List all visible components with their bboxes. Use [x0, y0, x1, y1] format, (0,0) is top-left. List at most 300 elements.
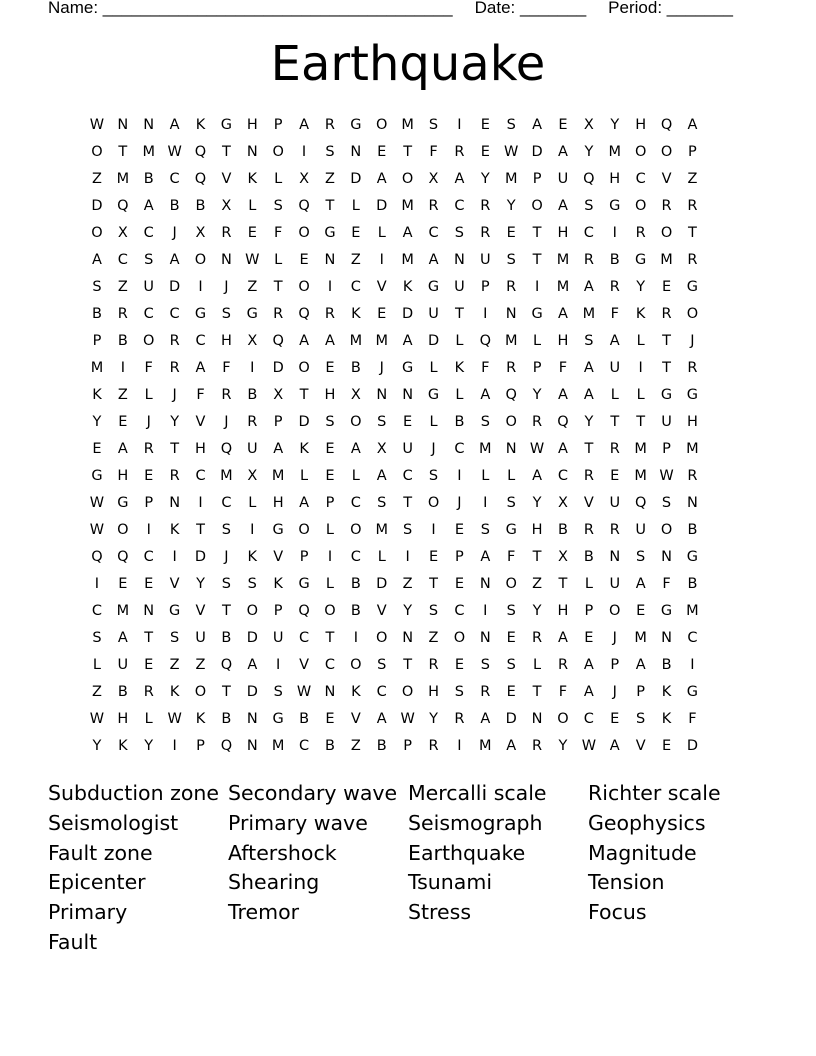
grid-letter[interactable]: N [246, 738, 258, 754]
grid-letter[interactable]: S [584, 198, 594, 214]
grid-letter[interactable]: M [401, 252, 414, 268]
grid-letter[interactable]: Y [403, 603, 413, 619]
grid-letter[interactable]: G [246, 306, 258, 322]
grid-letter[interactable]: O [350, 414, 362, 430]
grid-letter[interactable]: I [379, 252, 384, 268]
grid-letter[interactable]: E [403, 414, 413, 430]
grid-letter[interactable]: A [609, 333, 620, 349]
grid-letter[interactable]: W [659, 468, 674, 484]
grid-letter[interactable]: A [91, 252, 102, 268]
grid-letter[interactable]: O [634, 144, 647, 160]
grid-letter[interactable]: B [247, 387, 258, 403]
grid-letter[interactable]: C [143, 549, 154, 565]
grid-letter[interactable]: A [350, 441, 361, 457]
grid-letter[interactable]: M [634, 441, 647, 457]
grid-letter[interactable]: V [376, 279, 387, 295]
grid-letter[interactable]: I [353, 630, 358, 646]
grid-letter[interactable]: R [221, 387, 232, 403]
grid-letter[interactable]: I [534, 279, 540, 295]
grid-letter[interactable]: P [688, 144, 697, 160]
grid-letter[interactable]: M [375, 522, 388, 538]
grid-letter[interactable]: B [350, 576, 361, 592]
grid-letter[interactable]: E [506, 684, 516, 700]
grid-letter[interactable]: H [531, 522, 543, 538]
grid-letter[interactable]: S [480, 522, 490, 538]
grid-letter[interactable]: A [480, 387, 491, 403]
grid-letter[interactable]: X [195, 225, 206, 241]
date-field[interactable]: Date: _______ [474, 0, 587, 17]
grid-letter[interactable]: F [558, 684, 568, 700]
grid-letter[interactable]: O [376, 630, 388, 646]
grid-letter[interactable]: I [172, 738, 177, 754]
grid-letter[interactable]: A [583, 387, 594, 403]
grid-letter[interactable]: D [376, 576, 388, 592]
grid-letter[interactable]: W [504, 144, 519, 160]
grid-letter[interactable]: B [91, 306, 102, 322]
grid-letter[interactable]: Q [220, 441, 233, 457]
grid-letter[interactable]: H [324, 387, 336, 403]
grid-letter[interactable]: P [610, 657, 620, 673]
grid-letter[interactable]: A [376, 171, 387, 187]
grid-letter[interactable]: K [118, 738, 128, 754]
grid-letter[interactable]: P [325, 495, 335, 511]
grid-letter[interactable]: W [296, 684, 312, 700]
grid-letter[interactable]: N [402, 630, 414, 646]
grid-letter[interactable]: S [454, 225, 465, 241]
grid-letter[interactable]: N [376, 387, 388, 403]
grid-letter[interactable]: N [143, 117, 155, 133]
grid-letter[interactable]: O [324, 603, 336, 619]
grid-letter[interactable]: L [429, 360, 438, 376]
grid-letter[interactable]: Y [170, 414, 180, 430]
grid-letter[interactable]: Y [506, 198, 516, 214]
grid-letter[interactable]: J [690, 333, 695, 349]
grid-letter[interactable]: Q [220, 738, 233, 754]
grid-letter[interactable]: R [532, 738, 543, 754]
grid-letter[interactable]: A [532, 117, 543, 133]
grid-letter[interactable]: R [169, 468, 180, 484]
grid-letter[interactable]: M [401, 198, 414, 214]
grid-letter[interactable]: J [172, 225, 177, 241]
grid-letter[interactable]: O [350, 657, 362, 673]
grid-letter[interactable]: R [661, 198, 672, 214]
grid-letter[interactable]: O [427, 495, 440, 511]
grid-letter[interactable]: I [94, 576, 100, 592]
grid-letter[interactable]: G [660, 387, 673, 403]
grid-letter[interactable]: I [483, 495, 488, 511]
grid-letter[interactable]: M [686, 603, 699, 619]
grid-letter[interactable]: I [457, 738, 462, 754]
grid-letter[interactable]: O [143, 333, 155, 349]
grid-letter[interactable]: Y [480, 171, 490, 187]
grid-letter[interactable]: A [454, 171, 465, 187]
grid-letter[interactable]: W [167, 144, 182, 160]
grid-letter[interactable]: M [142, 144, 155, 160]
grid-letter[interactable]: C [583, 225, 594, 241]
grid-letter[interactable]: T [221, 603, 231, 619]
grid-letter[interactable]: C [169, 171, 180, 187]
grid-letter[interactable]: P [273, 414, 283, 430]
grid-letter[interactable]: D [686, 738, 699, 754]
grid-letter[interactable]: V [299, 657, 310, 673]
grid-letter[interactable]: C [350, 279, 361, 295]
grid-letter[interactable]: B [221, 711, 232, 727]
grid-letter[interactable]: A [558, 441, 568, 457]
grid-letter[interactable]: U [661, 414, 672, 430]
grid-letter[interactable]: T [221, 144, 231, 160]
grid-letter[interactable]: R [661, 306, 672, 322]
grid-letter[interactable]: E [325, 360, 335, 376]
grid-letter[interactable]: D [91, 198, 103, 214]
grid-letter[interactable]: L [92, 657, 101, 673]
grid-letter[interactable]: V [635, 738, 646, 754]
grid-letter[interactable]: Q [583, 171, 595, 187]
grid-letter[interactable]: T [299, 387, 309, 403]
grid-letter[interactable]: A [506, 738, 517, 754]
grid-letter[interactable]: J [612, 630, 617, 646]
grid-letter[interactable]: R [532, 414, 543, 430]
grid-letter[interactable]: U [117, 657, 129, 673]
grid-letter[interactable]: S [480, 414, 490, 430]
grid-letter[interactable]: X [558, 495, 568, 511]
grid-letter[interactable]: L [455, 333, 464, 349]
grid-letter[interactable]: S [506, 495, 516, 511]
grid-letter[interactable]: C [454, 198, 465, 214]
grid-letter[interactable]: X [376, 441, 387, 457]
grid-letter[interactable]: J [379, 360, 384, 376]
grid-letter[interactable]: O [531, 198, 543, 214]
grid-letter[interactable]: K [273, 576, 283, 592]
grid-letter[interactable]: A [325, 333, 335, 349]
grid-letter[interactable]: I [120, 360, 125, 376]
grid-letter[interactable]: A [583, 684, 594, 700]
grid-letter[interactable]: H [635, 117, 647, 133]
grid-letter[interactable]: Z [247, 279, 258, 295]
grid-letter[interactable]: C [635, 171, 646, 187]
grid-letter[interactable]: Q [505, 387, 517, 403]
grid-letter[interactable]: M [375, 333, 388, 349]
grid-letter[interactable]: I [638, 360, 643, 376]
grid-letter[interactable]: R [480, 684, 491, 700]
grid-letter[interactable]: A [558, 144, 568, 160]
grid-letter[interactable]: H [557, 225, 569, 241]
grid-letter[interactable]: J [172, 387, 177, 403]
grid-letter[interactable]: W [89, 495, 105, 511]
grid-letter[interactable]: N [402, 387, 414, 403]
grid-letter[interactable]: F [662, 576, 671, 592]
grid-letter[interactable]: B [583, 549, 594, 565]
grid-letter[interactable]: K [351, 684, 361, 700]
grid-letter[interactable]: G [117, 495, 129, 511]
grid-letter[interactable]: H [117, 711, 129, 727]
grid-letter[interactable]: Q [91, 549, 103, 565]
grid-letter[interactable]: D [169, 279, 181, 295]
grid-letter[interactable]: G [324, 225, 336, 241]
grid-letter[interactable]: L [636, 387, 645, 403]
grid-letter[interactable]: X [117, 225, 128, 241]
grid-letter[interactable]: T [688, 225, 697, 241]
grid-letter[interactable]: Y [636, 279, 646, 295]
grid-letter[interactable]: C [221, 495, 232, 511]
grid-letter[interactable]: B [324, 738, 335, 754]
grid-letter[interactable]: F [507, 549, 516, 565]
grid-letter[interactable]: K [195, 711, 206, 727]
grid-letter[interactable]: Q [298, 198, 310, 214]
grid-letter[interactable]: F [274, 225, 283, 241]
grid-letter[interactable]: Z [91, 684, 102, 700]
grid-letter[interactable]: T [636, 414, 646, 430]
grid-letter[interactable]: C [169, 306, 180, 322]
grid-letter[interactable]: Z [117, 387, 128, 403]
grid-letter[interactable]: Z [350, 252, 361, 268]
grid-letter[interactable]: X [558, 549, 568, 565]
grid-letter[interactable]: Y [429, 711, 438, 727]
grid-letter[interactable]: E [661, 279, 672, 295]
grid-letter[interactable]: Q [194, 171, 207, 187]
grid-letter[interactable]: T [144, 630, 154, 646]
grid-letter[interactable]: B [350, 360, 361, 376]
grid-letter[interactable]: F [688, 711, 697, 727]
grid-letter[interactable]: I [276, 657, 281, 673]
grid-letter[interactable]: P [636, 684, 646, 700]
grid-letter[interactable]: E [325, 711, 335, 727]
grid-letter[interactable]: B [376, 738, 387, 754]
grid-letter[interactable]: W [89, 711, 105, 727]
grid-letter[interactable]: B [195, 198, 206, 214]
grid-letter[interactable]: T [118, 144, 128, 160]
grid-letter[interactable]: S [325, 144, 335, 160]
grid-letter[interactable]: D [376, 198, 388, 214]
grid-letter[interactable]: V [376, 603, 387, 619]
grid-letter[interactable]: G [272, 522, 284, 538]
grid-letter[interactable]: O [350, 522, 362, 538]
grid-letter[interactable]: A [480, 549, 491, 565]
grid-letter[interactable]: G [686, 387, 699, 403]
grid-letter[interactable]: T [532, 252, 542, 268]
grid-letter[interactable]: V [221, 171, 232, 187]
grid-letter[interactable]: F [196, 387, 205, 403]
grid-letter[interactable]: U [272, 630, 284, 646]
grid-letter[interactable]: T [403, 144, 413, 160]
grid-letter[interactable]: S [428, 468, 439, 484]
grid-letter[interactable]: T [273, 279, 283, 295]
grid-letter[interactable]: K [402, 279, 413, 295]
grid-letter[interactable]: X [583, 117, 594, 133]
grid-letter[interactable]: R [609, 441, 620, 457]
grid-letter[interactable]: S [377, 495, 387, 511]
grid-letter[interactable]: R [635, 225, 646, 241]
grid-letter[interactable]: E [325, 441, 335, 457]
grid-letter[interactable]: J [224, 414, 229, 430]
grid-letter[interactable]: E [247, 225, 257, 241]
grid-letter[interactable]: L [274, 171, 283, 187]
grid-letter[interactable]: J [457, 495, 462, 511]
grid-letter[interactable]: F [558, 360, 568, 376]
grid-letter[interactable]: E [610, 468, 620, 484]
grid-letter[interactable]: Q [298, 306, 310, 322]
grid-letter[interactable]: Z [428, 630, 439, 646]
grid-letter[interactable]: V [273, 549, 284, 565]
grid-letter[interactable]: A [558, 198, 568, 214]
grid-letter[interactable]: W [529, 441, 545, 457]
grid-letter[interactable]: N [609, 549, 621, 565]
grid-letter[interactable]: O [194, 684, 207, 700]
grid-letter[interactable]: N [505, 306, 517, 322]
grid-letter[interactable]: B [221, 630, 232, 646]
grid-letter[interactable]: N [117, 117, 129, 133]
grid-letter[interactable]: X [247, 333, 258, 349]
grid-letter[interactable]: E [454, 657, 464, 673]
grid-letter[interactable]: Z [195, 657, 206, 673]
grid-letter[interactable]: O [557, 711, 569, 727]
grid-letter[interactable]: L [377, 225, 386, 241]
grid-letter[interactable]: A [143, 198, 154, 214]
grid-letter[interactable]: P [403, 738, 412, 754]
grid-letter[interactable]: L [144, 711, 153, 727]
grid-letter[interactable]: P [455, 549, 464, 565]
grid-letter[interactable]: S [247, 576, 257, 592]
grid-letter[interactable]: I [457, 468, 462, 484]
grid-letter[interactable]: L [274, 252, 283, 268]
grid-letter[interactable]: H [609, 171, 621, 187]
grid-letter[interactable]: S [273, 198, 283, 214]
grid-letter[interactable]: A [583, 657, 594, 673]
grid-letter[interactable]: L [533, 333, 542, 349]
grid-letter[interactable]: L [248, 495, 257, 511]
grid-letter[interactable]: K [92, 387, 102, 403]
grid-letter[interactable]: R [117, 306, 128, 322]
grid-letter[interactable]: S [506, 657, 516, 673]
grid-letter[interactable]: C [376, 684, 387, 700]
grid-letter[interactable]: T [325, 630, 335, 646]
grid-letter[interactable]: T [429, 576, 438, 592]
grid-letter[interactable]: E [480, 144, 490, 160]
grid-letter[interactable]: B [609, 252, 620, 268]
grid-letter[interactable]: Q [272, 333, 284, 349]
grid-letter[interactable]: I [483, 306, 488, 322]
grid-letter[interactable]: W [400, 711, 415, 727]
grid-letter[interactable]: C [350, 549, 361, 565]
grid-letter[interactable]: Z [402, 576, 413, 592]
grid-letter[interactable]: A [558, 630, 568, 646]
grid-letter[interactable]: K [635, 306, 646, 322]
grid-letter[interactable]: A [480, 711, 491, 727]
grid-letter[interactable]: A [402, 225, 413, 241]
grid-letter[interactable]: Y [558, 738, 568, 754]
grid-letter[interactable]: Y [92, 738, 102, 754]
grid-letter[interactable]: G [686, 279, 699, 295]
grid-letter[interactable]: L [325, 576, 334, 592]
grid-letter[interactable]: K [169, 684, 180, 700]
grid-letter[interactable]: G [272, 711, 284, 727]
grid-letter[interactable]: L [351, 198, 360, 214]
grid-letter[interactable]: C [299, 738, 310, 754]
grid-letter[interactable]: C [557, 468, 569, 484]
grid-letter[interactable]: R [583, 468, 594, 484]
grid-letter[interactable]: B [299, 711, 310, 727]
grid-letter[interactable]: O [660, 144, 673, 160]
grid-letter[interactable]: T [532, 684, 542, 700]
grid-letter[interactable]: A [635, 657, 646, 673]
grid-letter[interactable]: O [272, 144, 284, 160]
grid-letter[interactable]: A [376, 711, 387, 727]
grid-letter[interactable]: S [273, 684, 283, 700]
grid-letter[interactable]: J [612, 684, 617, 700]
grid-letter[interactable]: Q [298, 603, 310, 619]
grid-letter[interactable]: E [558, 117, 568, 133]
grid-letter[interactable]: E [584, 630, 594, 646]
grid-letter[interactable]: B [661, 657, 672, 673]
grid-letter[interactable]: M [90, 360, 104, 376]
grid-letter[interactable]: O [117, 522, 129, 538]
grid-letter[interactable]: T [196, 522, 205, 538]
grid-letter[interactable]: Z [350, 738, 361, 754]
grid-letter[interactable]: T [170, 441, 180, 457]
grid-letter[interactable]: L [144, 387, 153, 403]
grid-letter[interactable]: U [609, 576, 621, 592]
grid-letter[interactable]: D [402, 306, 414, 322]
grid-letter[interactable]: U [143, 279, 155, 295]
grid-letter[interactable]: D [298, 414, 310, 430]
grid-letter[interactable]: L [507, 468, 516, 484]
grid-letter[interactable]: O [91, 144, 103, 160]
grid-letter[interactable]: S [584, 333, 594, 349]
grid-letter[interactable]: L [455, 387, 464, 403]
grid-letter[interactable]: S [506, 603, 516, 619]
grid-letter[interactable]: S [506, 252, 516, 268]
grid-letter[interactable]: G [427, 279, 440, 295]
grid-letter[interactable]: A [195, 360, 206, 376]
grid-letter[interactable]: J [431, 441, 436, 457]
grid-letter[interactable]: H [557, 333, 569, 349]
grid-letter[interactable]: N [220, 252, 232, 268]
grid-letter[interactable]: Q [660, 117, 673, 133]
grid-letter[interactable]: P [92, 333, 102, 349]
grid-letter[interactable]: P [662, 441, 671, 457]
grid-letter[interactable]: G [686, 684, 699, 700]
grid-letter[interactable]: N [350, 144, 362, 160]
grid-letter[interactable]: I [198, 279, 203, 295]
grid-letter[interactable]: L [325, 522, 334, 538]
grid-letter[interactable]: R [221, 225, 232, 241]
grid-letter[interactable]: A [687, 117, 698, 133]
grid-letter[interactable]: N [246, 144, 258, 160]
grid-letter[interactable]: Y [196, 576, 205, 592]
grid-letter[interactable]: R [169, 333, 180, 349]
grid-letter[interactable]: R [506, 279, 517, 295]
grid-letter[interactable]: G [168, 603, 181, 619]
grid-letter[interactable]: R [687, 468, 698, 484]
grid-letter[interactable]: Y [584, 144, 594, 160]
grid-letter[interactable]: B [558, 522, 568, 538]
grid-letter[interactable]: G [427, 387, 440, 403]
grid-letter[interactable]: I [457, 117, 462, 133]
grid-letter[interactable]: M [504, 171, 518, 187]
grid-letter[interactable]: S [377, 657, 387, 673]
grid-letter[interactable]: R [506, 360, 517, 376]
grid-letter[interactable]: S [636, 711, 646, 727]
grid-letter[interactable]: G [660, 603, 673, 619]
grid-letter[interactable]: B [169, 198, 180, 214]
grid-letter[interactable]: S [454, 684, 465, 700]
grid-letter[interactable]: E [144, 576, 154, 592]
grid-letter[interactable]: M [686, 441, 699, 457]
grid-letter[interactable]: O [376, 117, 388, 133]
grid-letter[interactable]: K [247, 549, 258, 565]
grid-letter[interactable]: Q [117, 198, 129, 214]
grid-letter[interactable]: O [634, 198, 647, 214]
grid-letter[interactable]: P [584, 603, 594, 619]
